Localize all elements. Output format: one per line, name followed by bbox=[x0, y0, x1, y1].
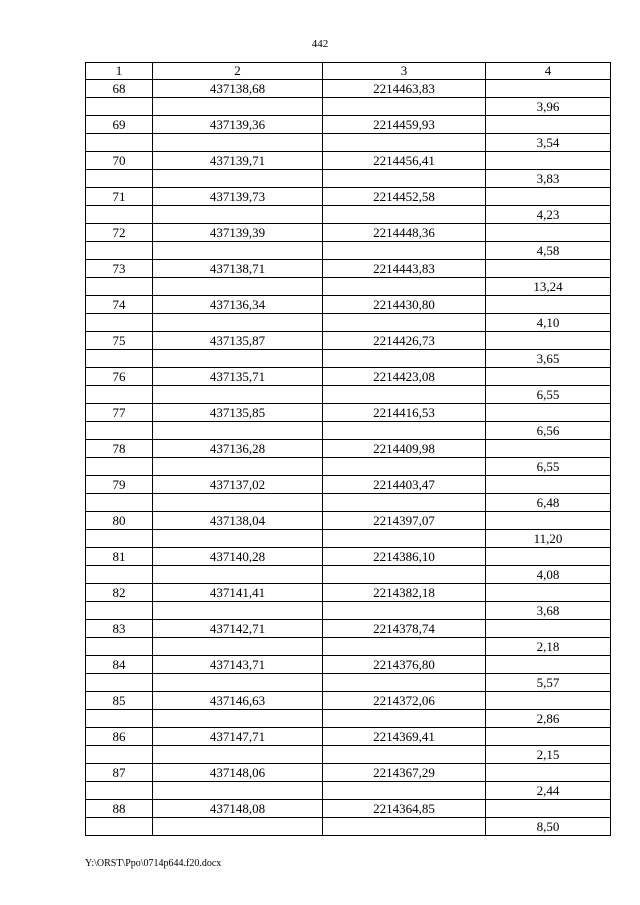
x-coordinate-cell: 437146,63 bbox=[153, 692, 323, 710]
empty-cell bbox=[486, 764, 611, 782]
point-number-cell: 82 bbox=[86, 584, 153, 602]
point-number-cell: 80 bbox=[86, 512, 153, 530]
y-coordinate-cell: 2214378,74 bbox=[323, 620, 486, 638]
table-row bbox=[86, 116, 611, 134]
table-row bbox=[86, 782, 611, 800]
empty-cell bbox=[153, 782, 323, 800]
empty-cell bbox=[486, 368, 611, 386]
empty-cell bbox=[323, 458, 486, 476]
point-number-cell: 83 bbox=[86, 620, 153, 638]
empty-cell bbox=[323, 350, 486, 368]
y-coordinate-cell: 2214452,58 bbox=[323, 188, 486, 206]
x-coordinate-cell: 437136,28 bbox=[153, 440, 323, 458]
empty-cell bbox=[323, 566, 486, 584]
y-coordinate-cell: 2214463,83 bbox=[323, 80, 486, 98]
x-coordinate-cell: 437138,68 bbox=[153, 80, 323, 98]
empty-cell bbox=[153, 98, 323, 116]
empty-cell bbox=[153, 170, 323, 188]
empty-cell bbox=[323, 278, 486, 296]
empty-cell bbox=[86, 278, 153, 296]
table-row bbox=[86, 332, 611, 350]
empty-cell bbox=[486, 404, 611, 422]
empty-cell bbox=[486, 548, 611, 566]
empty-cell bbox=[86, 638, 153, 656]
empty-cell bbox=[486, 116, 611, 134]
empty-cell bbox=[153, 746, 323, 764]
empty-cell bbox=[486, 80, 611, 98]
empty-cell bbox=[153, 206, 323, 224]
distance-cell: 11,20 bbox=[486, 530, 611, 548]
y-coordinate-cell: 2214423,08 bbox=[323, 368, 486, 386]
empty-cell bbox=[86, 170, 153, 188]
point-number-cell: 86 bbox=[86, 728, 153, 746]
column-header-4: 4 bbox=[486, 63, 611, 80]
distance-cell: 2,18 bbox=[486, 638, 611, 656]
empty-cell bbox=[323, 782, 486, 800]
table-row bbox=[86, 656, 611, 674]
point-number-cell: 84 bbox=[86, 656, 153, 674]
y-coordinate-cell: 2214426,73 bbox=[323, 332, 486, 350]
distance-cell: 3,54 bbox=[486, 134, 611, 152]
x-coordinate-cell: 437139,36 bbox=[153, 116, 323, 134]
x-coordinate-cell: 437141,41 bbox=[153, 584, 323, 602]
table-row bbox=[86, 476, 611, 494]
column-header-2: 2 bbox=[153, 63, 323, 80]
y-coordinate-cell: 2214430,80 bbox=[323, 296, 486, 314]
point-number-cell: 78 bbox=[86, 440, 153, 458]
empty-cell bbox=[86, 314, 153, 332]
table-row bbox=[86, 512, 611, 530]
table-row bbox=[86, 584, 611, 602]
empty-cell bbox=[153, 674, 323, 692]
point-number-cell: 73 bbox=[86, 260, 153, 278]
point-number-cell: 87 bbox=[86, 764, 153, 782]
x-coordinate-cell: 437148,06 bbox=[153, 764, 323, 782]
empty-cell bbox=[153, 242, 323, 260]
empty-cell bbox=[153, 494, 323, 512]
empty-cell bbox=[323, 674, 486, 692]
table-row bbox=[86, 710, 611, 728]
y-coordinate-cell: 2214369,41 bbox=[323, 728, 486, 746]
empty-cell bbox=[153, 458, 323, 476]
empty-cell bbox=[86, 530, 153, 548]
empty-cell bbox=[86, 566, 153, 584]
empty-cell bbox=[323, 530, 486, 548]
table-row bbox=[86, 800, 611, 818]
distance-cell: 5,57 bbox=[486, 674, 611, 692]
empty-cell bbox=[486, 260, 611, 278]
table-row bbox=[86, 134, 611, 152]
distance-cell: 6,56 bbox=[486, 422, 611, 440]
empty-cell bbox=[486, 728, 611, 746]
column-header-1: 1 bbox=[86, 63, 153, 80]
point-number-cell: 77 bbox=[86, 404, 153, 422]
empty-cell bbox=[153, 818, 323, 836]
page-number: 442 bbox=[311, 38, 329, 50]
table-row bbox=[86, 368, 611, 386]
empty-cell bbox=[323, 242, 486, 260]
distance-cell: 8,50 bbox=[486, 818, 611, 836]
point-number-cell: 88 bbox=[86, 800, 153, 818]
x-coordinate-cell: 437142,71 bbox=[153, 620, 323, 638]
empty-cell bbox=[323, 170, 486, 188]
empty-cell bbox=[86, 710, 153, 728]
empty-cell bbox=[86, 422, 153, 440]
table-row bbox=[86, 728, 611, 746]
empty-cell bbox=[486, 620, 611, 638]
point-number-cell: 69 bbox=[86, 116, 153, 134]
x-coordinate-cell: 437138,71 bbox=[153, 260, 323, 278]
table-row bbox=[86, 674, 611, 692]
table-row bbox=[86, 314, 611, 332]
table-row bbox=[86, 602, 611, 620]
distance-cell: 2,15 bbox=[486, 746, 611, 764]
empty-cell bbox=[153, 350, 323, 368]
y-coordinate-cell: 2214372,06 bbox=[323, 692, 486, 710]
file-path-footer: Y:\ORST\Ppo\0714p644.f20.docx bbox=[85, 858, 222, 869]
y-coordinate-cell: 2214397,07 bbox=[323, 512, 486, 530]
table-row bbox=[86, 620, 611, 638]
empty-cell bbox=[153, 278, 323, 296]
empty-cell bbox=[323, 206, 486, 224]
table-row bbox=[86, 98, 611, 116]
empty-cell bbox=[153, 134, 323, 152]
table-body bbox=[86, 80, 611, 836]
x-coordinate-cell: 437147,71 bbox=[153, 728, 323, 746]
empty-cell bbox=[86, 458, 153, 476]
table-row bbox=[86, 152, 611, 170]
empty-cell bbox=[486, 296, 611, 314]
empty-cell bbox=[323, 98, 486, 116]
empty-cell bbox=[86, 350, 153, 368]
empty-cell bbox=[486, 584, 611, 602]
distance-cell: 4,58 bbox=[486, 242, 611, 260]
table-row bbox=[86, 422, 611, 440]
empty-cell bbox=[86, 782, 153, 800]
table-row bbox=[86, 746, 611, 764]
table-row bbox=[86, 188, 611, 206]
empty-cell bbox=[153, 530, 323, 548]
empty-cell bbox=[153, 602, 323, 620]
x-coordinate-cell: 437135,87 bbox=[153, 332, 323, 350]
empty-cell bbox=[323, 314, 486, 332]
y-coordinate-cell: 2214416,53 bbox=[323, 404, 486, 422]
empty-cell bbox=[153, 566, 323, 584]
empty-cell bbox=[153, 314, 323, 332]
empty-cell bbox=[323, 602, 486, 620]
empty-cell bbox=[86, 386, 153, 404]
y-coordinate-cell: 2214403,47 bbox=[323, 476, 486, 494]
x-coordinate-cell: 437135,85 bbox=[153, 404, 323, 422]
empty-cell bbox=[486, 332, 611, 350]
empty-cell bbox=[323, 818, 486, 836]
x-coordinate-cell: 437139,73 bbox=[153, 188, 323, 206]
point-number-cell: 76 bbox=[86, 368, 153, 386]
distance-cell: 6,48 bbox=[486, 494, 611, 512]
empty-cell bbox=[86, 818, 153, 836]
table-row bbox=[86, 386, 611, 404]
y-coordinate-cell: 2214448,36 bbox=[323, 224, 486, 242]
table-row bbox=[86, 242, 611, 260]
x-coordinate-cell: 437136,34 bbox=[153, 296, 323, 314]
table-row bbox=[86, 638, 611, 656]
x-coordinate-cell: 437138,04 bbox=[153, 512, 323, 530]
empty-cell bbox=[86, 674, 153, 692]
table-row bbox=[86, 80, 611, 98]
distance-cell: 3,96 bbox=[486, 98, 611, 116]
x-coordinate-cell: 437137,02 bbox=[153, 476, 323, 494]
empty-cell bbox=[323, 422, 486, 440]
y-coordinate-cell: 2214364,85 bbox=[323, 800, 486, 818]
empty-cell bbox=[486, 512, 611, 530]
empty-cell bbox=[486, 692, 611, 710]
empty-cell bbox=[323, 134, 486, 152]
distance-cell: 3,68 bbox=[486, 602, 611, 620]
x-coordinate-cell: 437140,28 bbox=[153, 548, 323, 566]
empty-cell bbox=[486, 800, 611, 818]
distance-cell: 6,55 bbox=[486, 458, 611, 476]
empty-cell bbox=[323, 386, 486, 404]
y-coordinate-cell: 2214382,18 bbox=[323, 584, 486, 602]
table-row bbox=[86, 440, 611, 458]
x-coordinate-cell: 437135,71 bbox=[153, 368, 323, 386]
table-row bbox=[86, 350, 611, 368]
y-coordinate-cell: 2214443,83 bbox=[323, 260, 486, 278]
point-number-cell: 71 bbox=[86, 188, 153, 206]
x-coordinate-cell: 437148,08 bbox=[153, 800, 323, 818]
empty-cell bbox=[153, 710, 323, 728]
coordinates-table bbox=[85, 62, 611, 836]
distance-cell: 4,23 bbox=[486, 206, 611, 224]
table-row bbox=[86, 278, 611, 296]
point-number-cell: 85 bbox=[86, 692, 153, 710]
table-row bbox=[86, 260, 611, 278]
empty-cell bbox=[486, 188, 611, 206]
table-row bbox=[86, 296, 611, 314]
empty-cell bbox=[86, 242, 153, 260]
distance-cell: 3,65 bbox=[486, 350, 611, 368]
y-coordinate-cell: 2214376,80 bbox=[323, 656, 486, 674]
point-number-cell: 74 bbox=[86, 296, 153, 314]
y-coordinate-cell: 2214456,41 bbox=[323, 152, 486, 170]
distance-cell: 6,55 bbox=[486, 386, 611, 404]
empty-cell bbox=[323, 638, 486, 656]
point-number-cell: 68 bbox=[86, 80, 153, 98]
x-coordinate-cell: 437139,71 bbox=[153, 152, 323, 170]
table-row bbox=[86, 206, 611, 224]
empty-cell bbox=[486, 152, 611, 170]
x-coordinate-cell: 437139,39 bbox=[153, 224, 323, 242]
empty-cell bbox=[486, 440, 611, 458]
empty-cell bbox=[86, 494, 153, 512]
y-coordinate-cell: 2214409,98 bbox=[323, 440, 486, 458]
table-row bbox=[86, 458, 611, 476]
y-coordinate-cell: 2214459,93 bbox=[323, 116, 486, 134]
empty-cell bbox=[153, 638, 323, 656]
point-number-cell: 70 bbox=[86, 152, 153, 170]
table-row bbox=[86, 170, 611, 188]
empty-cell bbox=[86, 746, 153, 764]
distance-cell: 2,44 bbox=[486, 782, 611, 800]
x-coordinate-cell: 437143,71 bbox=[153, 656, 323, 674]
empty-cell bbox=[486, 656, 611, 674]
y-coordinate-cell: 2214367,29 bbox=[323, 764, 486, 782]
table-row bbox=[86, 224, 611, 242]
table-header-row bbox=[86, 63, 611, 80]
point-number-cell: 72 bbox=[86, 224, 153, 242]
empty-cell bbox=[86, 98, 153, 116]
column-header-3: 3 bbox=[323, 63, 486, 80]
y-coordinate-cell: 2214386,10 bbox=[323, 548, 486, 566]
empty-cell bbox=[323, 746, 486, 764]
distance-cell: 4,10 bbox=[486, 314, 611, 332]
empty-cell bbox=[86, 602, 153, 620]
empty-cell bbox=[323, 494, 486, 512]
empty-cell bbox=[153, 422, 323, 440]
empty-cell bbox=[323, 710, 486, 728]
empty-cell bbox=[86, 134, 153, 152]
point-number-cell: 81 bbox=[86, 548, 153, 566]
table-row bbox=[86, 530, 611, 548]
distance-cell: 2,86 bbox=[486, 710, 611, 728]
distance-cell: 4,08 bbox=[486, 566, 611, 584]
empty-cell bbox=[153, 386, 323, 404]
table-row bbox=[86, 692, 611, 710]
point-number-cell: 75 bbox=[86, 332, 153, 350]
point-number-cell: 79 bbox=[86, 476, 153, 494]
table-row bbox=[86, 404, 611, 422]
empty-cell bbox=[486, 476, 611, 494]
empty-cell bbox=[86, 206, 153, 224]
table-row bbox=[86, 818, 611, 836]
distance-cell: 13,24 bbox=[486, 278, 611, 296]
distance-cell: 3,83 bbox=[486, 170, 611, 188]
table-row bbox=[86, 764, 611, 782]
empty-cell bbox=[486, 224, 611, 242]
table-row bbox=[86, 494, 611, 512]
table-row bbox=[86, 548, 611, 566]
table-row bbox=[86, 566, 611, 584]
